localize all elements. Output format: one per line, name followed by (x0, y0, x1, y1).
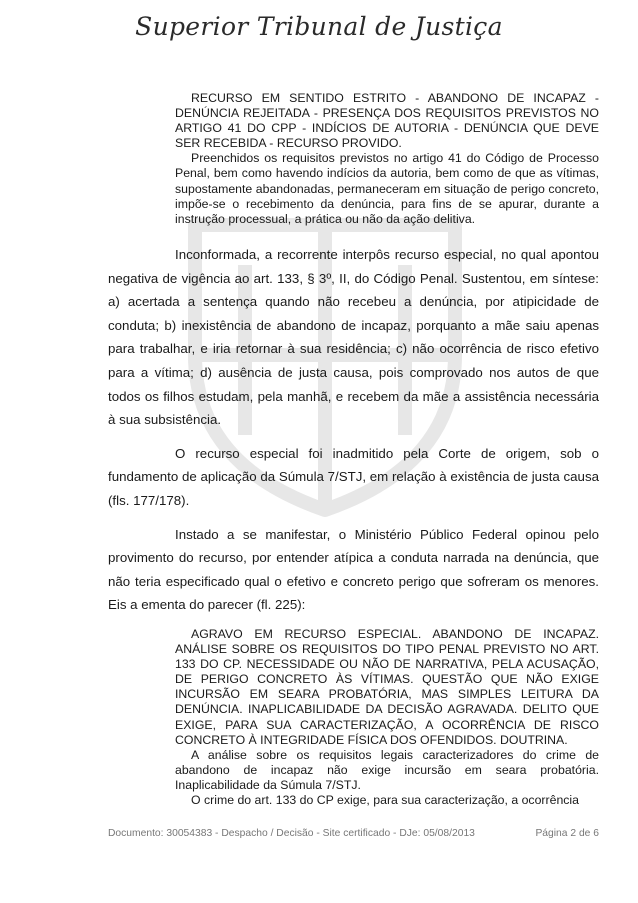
body-paragraph-inadmissao: O recurso especial foi inadmitido pela Corte de origem, sob o fundamento de aplicação da Súmula 7/STJ, em relação à existência de justa causa (fls. 177/178). (108, 445, 599, 508)
decision-body (108, 243, 599, 617)
document-info: Documento: 30054383 - Despacho / Decisão - Site certificado - DJe: 05/08/2013 (108, 828, 475, 839)
page-number: Página 2 de 6 (535, 828, 599, 839)
ementa-block-2 (175, 627, 599, 808)
ementa-2-paragraph: O crime do art. 133 do CP exige, para sua caracterização, a ocorrência (191, 793, 580, 808)
page-footer (108, 828, 599, 839)
ementa-1-heading: RECURSO EM SENTIDO ESTRITO - ABANDONO DE INCAPAZ - DENÚNCIA REJEITADA - PRESENÇA DOS REQUISITOS PREVISTOS NO ARTIGO 41 DO CPP - INDÍCIOS DE AUTORIA - DENÚNCIA QUE DEVE SER RECEBIDA - RECURSO PROVIDO. (175, 91, 599, 151)
body-paragraph-mpf: Instado a se manifestar, o Ministério Público Federal opinou pelo provimento do recurso, por entender atípica a conduta narrada na denúncia, que não teria especificado qual o efetivo e concreto perigo que sofreram os menores. Eis a ementa do parecer (fl. 225): (108, 526, 599, 613)
ementa-2-heading: AGRAVO EM RECURSO ESPECIAL. ABANDONO DE INCAPAZ. ANÁLISE SOBRE OS REQUISITOS DO TIPO PENAL PREVISTO NO ART. 133 DO CP. NECESSIDADE OU NÃO DE NARRATIVA, PELA ACUSAÇÃO, DE PERIGO CONCRETO ÀS VÍTIMAS. QUESTÃO QUE NÃO EXIGE INCURSÃO EM SEARA PROBATÓRIA, MAS SIMPLES LEITURA DA DENÚNCIA. INAPLICABILIDADE DA DECISÃO AGRAVADA. DELITO QUE EXIGE, PARA SUA CARACTERIZAÇÃO, A OCORRÊNCIA DE RISCO CONCRETO À INTEGRIDADE FÍSICA DOS OFENDIDOS. DOUTRINA. (175, 627, 599, 747)
court-header-title: Superior Tribunal de Justiça (135, 12, 503, 41)
ementa-2-paragraph: A análise sobre os requisitos legais caracterizadores do crime de abandono de incapaz não exige incursão em seara probatória. Inaplicabilidade da Súmula 7/STJ. (175, 747, 599, 792)
body-paragraph-recurso: Inconformada, a recorrente interpôs recurso especial, no qual apontou negativa de vigência ao art. 133, § 3º, II, do Código Penal. Sustentou, em síntese: a) acertada a sentença quando não recebeu a denúncia, por atipicidade de conduta; b) inexistência de abandono de incapaz, porquanto a mãe saiu apenas para trabalhar, e iria retornar à sua residência; c) não ocorrência de risco efetivo para a vítima; d) ausência de justa causa, pois comprovado nos autos de que todos os filhos estudam, pela manhã, e recebem da mãe a assistência necessária à sua subsistência. (108, 247, 599, 428)
ementa-block-1 (175, 91, 599, 227)
ementa-1-paragraph: Preenchidos os requisitos previstos no artigo 41 do Código de Processo Penal, bem como havendo indícios da autoria, bem como de que as vítimas, supostamente abandonadas, permaneceram em situação de perigo concreto, impõe-se o recebimento da denúncia, para fins de se apurar, durante a instrução processual, a prática ou não da ação delitiva. (175, 151, 599, 226)
